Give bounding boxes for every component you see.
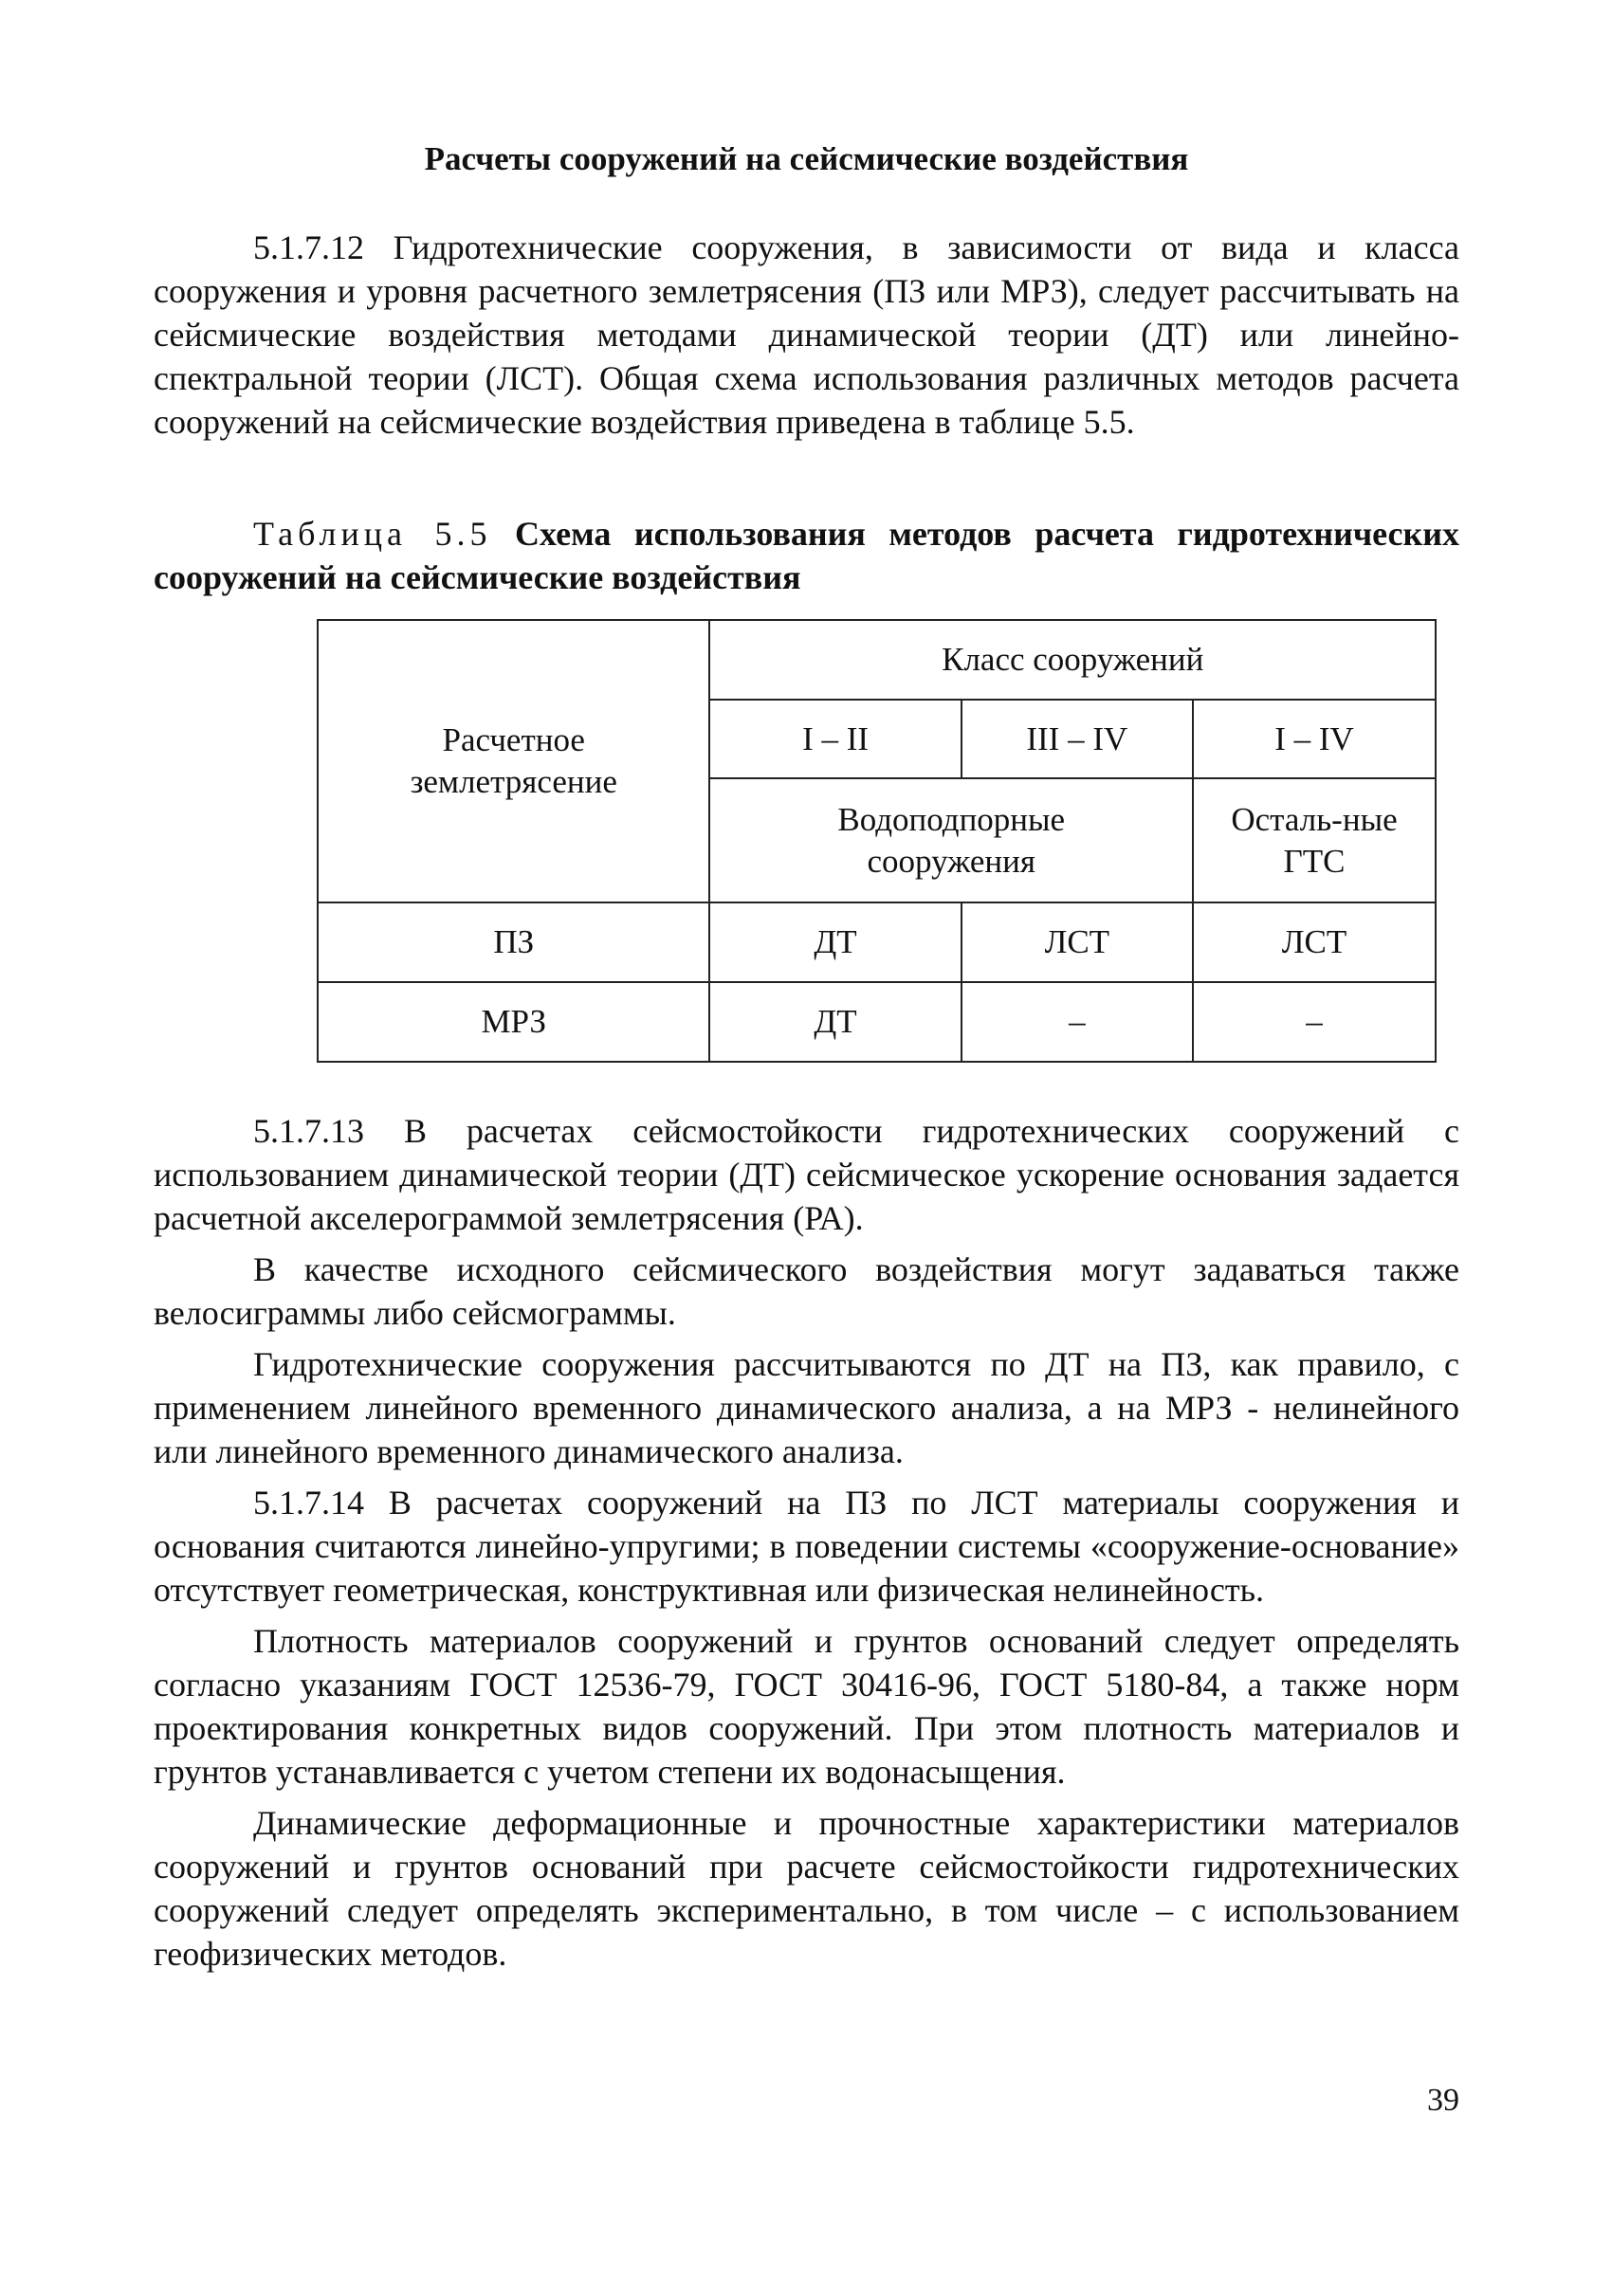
clause-5-1-7-12 [154,226,1459,444]
paragraph-5-1-7-14: 5.1.7.14 В расчетах сооружений на ПЗ по ЛСТ материалы сооружения и основания считаются линейно-упругими; в поведении системы «сооружение-основание» отсутствует геометрическая, конструктивная или физическая нелинейность. [154,1484,1459,1609]
table-header-water-retaining: Водоподпорные сооружения [709,778,1193,902]
table-row [318,982,1436,1062]
table-header-class: Класс сооружений [709,620,1436,700]
methods-table [317,619,1437,1063]
section-title: Расчеты сооружений на сейсмические воздействия [424,140,1189,177]
table-header-class-1-4: I – IV [1193,700,1436,778]
paragraph-dynamic-characteristics: Динамические деформационные и прочностные характеристики материалов сооружений и грунтов оснований при расчете сейсмостойкости гидротехнических сооружений следует определять экспериментально, в том числе – с использованием геофизических методов. [154,1804,1459,1973]
paragraph-5-1-7-13: 5.1.7.13 В расчетах сейсмостойкости гидротехнических сооружений с использованием динамической теории (ДТ) сейсмическое ускорение основания задается расчетной акселерограммой землетрясения (РА). [154,1112,1459,1237]
table-cell-method: ЛСТ [962,902,1193,982]
table-cell-method: ДТ [709,982,961,1062]
table-caption-title: Схема использования методов расчета гидротехнических сооружений на сейсмические воздействия [154,515,1460,596]
page-number: 39 [1427,2083,1459,2118]
table-cell-earthquake: ПЗ [318,902,709,982]
table-header-other-structures: Осталь-ные ГТС [1193,778,1436,902]
table-header-earthquake: Расчетное землетрясение [318,620,709,902]
table-cell-earthquake: МРЗ [318,982,709,1062]
paragraph-dt-calculation: Гидротехнические сооружения рассчитываются по ДТ на ПЗ, как правило, с применением линейного временного динамического анализа, а на МРЗ - нелинейного или линейного временного динамического анализа. [154,1345,1459,1470]
paragraph-density: Плотность материалов сооружений и грунтов оснований следует определять согласно указаниям ГОСТ 12536-79, ГОСТ 30416-96, ГОСТ 5180-84, а также норм проектирования конкретных видов сооружений. При этом плотность материалов и грунтов устанавливается с учетом степени их водонасыщения. [154,1622,1459,1791]
table-cell-method: – [962,982,1193,1062]
table-header-class-3-4: III – IV [962,700,1193,778]
paragraph-5-1-7-12: 5.1.7.12 Гидротехнические сооружения, в зависимости от вида и класса сооружения и уровня расчетного землетрясения (ПЗ или МРЗ), следует рассчитывать на сейсмические воздействия методами динамической теории (ДТ) или линейно-спектральной теории (ЛСТ). Общая схема использования различных методов расчета сооружений на сейсмические воздействия приведена в таблице 5.5. [154,228,1459,441]
table-caption-label: Таблица 5.5 [253,515,492,553]
clauses-5-1-7-13-to-14 [154,1109,1459,1983]
paragraph-velocigrams: В качестве исходного сейсмического воздействия могут задаваться также велосиграммы либо сейсмограммы. [154,1250,1459,1332]
table-header-class-1-2: I – II [709,700,961,778]
table-caption [154,512,1459,599]
table-cell-method: – [1193,982,1436,1062]
table-cell-method: ДТ [709,902,961,982]
table-cell-method: ЛСТ [1193,902,1436,982]
table-row [318,902,1436,982]
